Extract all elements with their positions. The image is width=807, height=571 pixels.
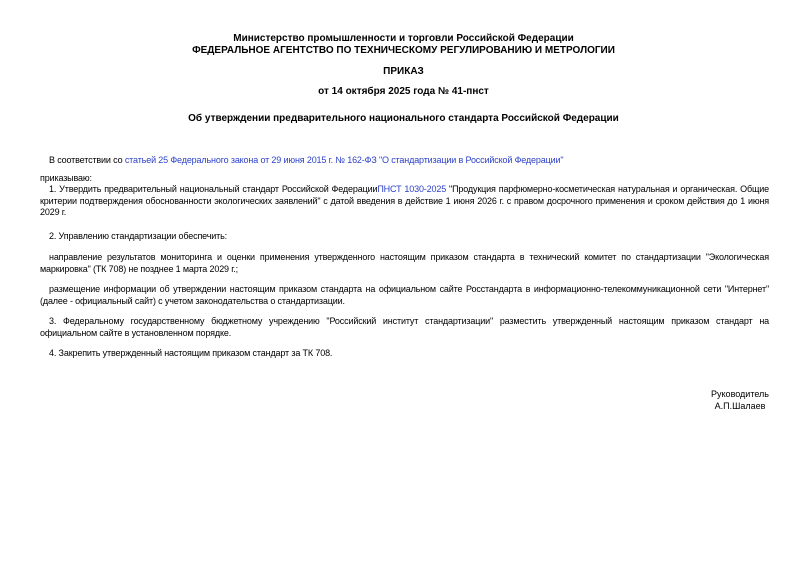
- signature-name: А.П.Шалаев: [714, 400, 766, 411]
- document-body: [40, 155, 769, 360]
- federal-law-link[interactable]: статьей 25 Федерального закона от 29 июня 2015 г. № 162-ФЗ "О стандартизации в Российской Федерации": [124, 155, 564, 165]
- ministry-name: Министерство промышленности и торговли Российской Федерации: [233, 33, 574, 44]
- pnst-standard-link[interactable]: ПНСТ 1030-2025: [377, 184, 447, 194]
- doc-type: ПРИКАЗ: [383, 66, 424, 77]
- order-item-2: 2. Управлению стандартизации обеспечить:: [49, 230, 228, 241]
- item1-text-after-link: "Продукция парфюмерно-косметическая натуральная и органическая. Общие критерии подтверждения обоснованности экологических заявлений" с датой введения в действие 1 июня 2026 г. с правом досрочного применения и сроком действия до 1 июня 2029 г.: [40, 184, 770, 217]
- doc-title: Об утверждении предварительного национального стандарта Российской Федерации: [188, 113, 619, 124]
- order-word: приказываю:: [40, 172, 92, 183]
- signature-block: [711, 388, 769, 412]
- order-item-3: 3. Федеральному государственному бюджетному учреждению "Российский институт стандартизации" разместить утвержденный настоящим приказом стандарт на официальном сайте в установленном порядке.: [40, 316, 769, 338]
- order-item-2-sub-2: размещение информации об утверждении настоящим приказом стандарта на официальном сайте Росстандарта в информационно-телекоммуникационной сети "Интернет" (далее - официальный сайт) с учетом законодательства о стандартизации.: [40, 284, 769, 306]
- order-item-1: [40, 184, 769, 219]
- signature-position: Руководитель: [711, 388, 769, 399]
- doc-date-number: от 14 октября 2025 года № 41-пнст: [318, 86, 489, 97]
- agency-name: ФЕДЕРАЛЬНОЕ АГЕНТСТВО ПО ТЕХНИЧЕСКОМУ РЕГУЛИРОВАНИЮ И МЕТРОЛОГИИ: [192, 45, 615, 56]
- item1-text-before-link: 1. Утвердить предварительный национальный стандарт Российской Федерации: [49, 184, 378, 194]
- intro-text: В соответствии со: [49, 155, 125, 165]
- order-item-4: 4. Закрепить утвержденный настоящим приказом стандарт за ТК 708.: [49, 348, 333, 358]
- order-item-2-sub-1: направление результатов мониторинга и оценки применения утвержденного настоящим приказом стандарта в технический комитет по стандартизации "Экологическая маркировка" (ТК 708) не позднее 1 марта 2029 г.;: [40, 252, 769, 274]
- intro-paragraph: [40, 155, 769, 167]
